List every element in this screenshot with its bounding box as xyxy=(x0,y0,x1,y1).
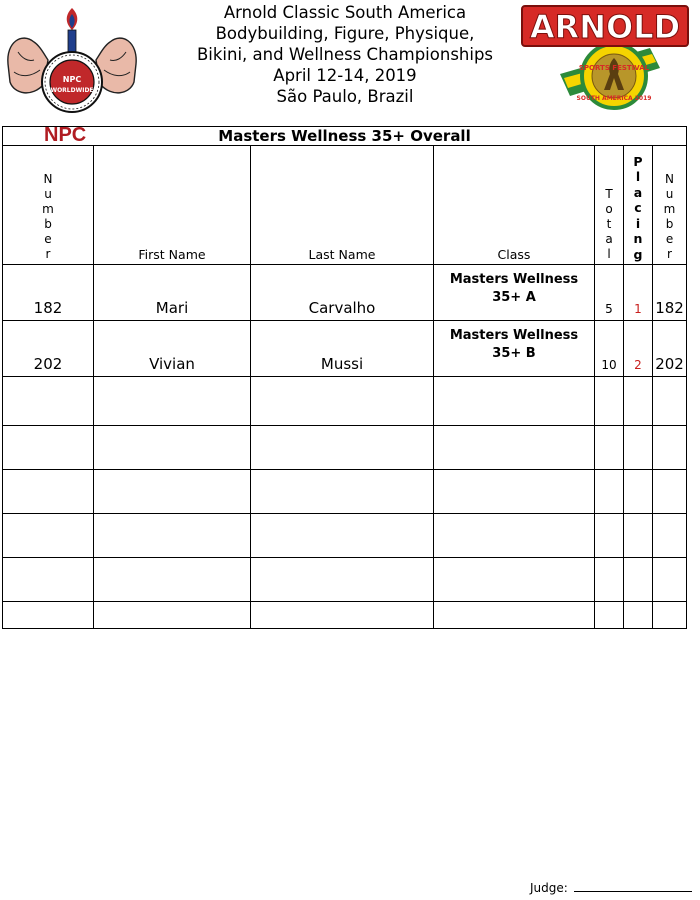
arnold-logo-region-text: SOUTH AMERICA 2019 xyxy=(576,95,652,102)
competitor-placing: 2 xyxy=(624,321,653,377)
header-placing xyxy=(624,146,653,265)
header-placing-vertical: P l a c i n g xyxy=(633,153,643,262)
competitor-last-name: Carvalho xyxy=(251,265,434,321)
competitor-number-right: 202 xyxy=(653,321,687,377)
npc-banner-label: NPC xyxy=(44,124,87,146)
competitor-placing: 1 xyxy=(624,265,653,321)
empty-table-row xyxy=(3,514,687,558)
competitor-number-right: 182 xyxy=(653,265,687,321)
empty-table-row xyxy=(3,377,687,426)
banner-row xyxy=(3,127,687,146)
table-row xyxy=(3,321,687,377)
arnold-logo-text: ARNOLD xyxy=(529,8,681,46)
competitor-total: 10 xyxy=(595,321,624,377)
header-total xyxy=(595,146,624,265)
scoresheet-table xyxy=(2,126,687,629)
header-class: Class xyxy=(434,146,595,265)
competitor-number: 182 xyxy=(3,265,94,321)
competitor-number: 202 xyxy=(3,321,94,377)
arnold-logo-festival-text: SPORTS FESTIVAL xyxy=(578,64,650,72)
event-title-line-2: Bodybuilding, Figure, Physique, xyxy=(215,24,475,43)
event-location: São Paulo, Brazil xyxy=(276,87,414,106)
npc-logo-text: NPC xyxy=(62,75,82,84)
judge-label: Judge: xyxy=(530,881,568,895)
arnold-sports-festival-logo xyxy=(520,4,690,112)
npc-logo-worldwide-text: WORLDWIDE xyxy=(50,87,94,94)
event-date: April 12-14, 2019 xyxy=(273,66,417,85)
event-title-block xyxy=(150,2,540,107)
competitor-class: Masters Wellness 35+ A xyxy=(434,265,595,321)
event-title-line-3: Bikini, and Wellness Championships xyxy=(196,45,494,64)
table-row xyxy=(3,265,687,321)
header-number-right-vertical: N u m b e r xyxy=(663,172,676,261)
judge-signature xyxy=(530,881,692,895)
header-number-right xyxy=(653,146,687,265)
division-title: Masters Wellness 35+ Overall xyxy=(3,127,687,146)
npc-worldwide-logo xyxy=(4,2,140,122)
competitor-last-name: Mussi xyxy=(251,321,434,377)
event-title-line-1: Arnold Classic South America xyxy=(223,3,467,22)
header-number xyxy=(3,146,94,265)
column-header-row xyxy=(3,146,687,265)
header-last-name: Last Name xyxy=(251,146,434,265)
empty-table-row xyxy=(3,558,687,602)
empty-table-row xyxy=(3,602,687,629)
header-number-vertical: N u m b e r xyxy=(42,172,54,261)
competitor-first-name: Vivian xyxy=(94,321,251,377)
empty-table-row xyxy=(3,470,687,514)
header-total-vertical: T o t a l xyxy=(605,187,613,261)
empty-table-row xyxy=(3,426,687,470)
page-header xyxy=(0,0,700,125)
judge-signature-line[interactable] xyxy=(574,881,692,892)
header-first-name: First Name xyxy=(94,146,251,265)
competitor-class: Masters Wellness 35+ B xyxy=(434,321,595,377)
competitor-total: 5 xyxy=(595,265,624,321)
competitor-first-name: Mari xyxy=(94,265,251,321)
